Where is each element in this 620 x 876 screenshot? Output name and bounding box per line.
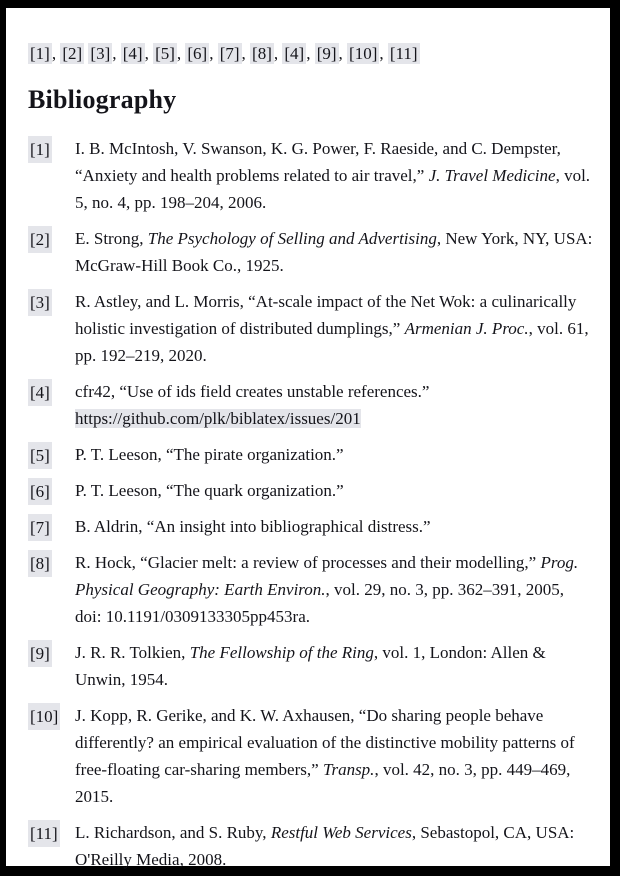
reference-label-7[interactable]: [7] <box>28 514 52 541</box>
reference-item-7 <box>28 513 594 540</box>
reference-label-10[interactable]: [10] <box>28 703 60 730</box>
reference-text-segment: cfr42, “Use of ids field creates unstable references.” <box>75 382 430 401</box>
reference-item-1 <box>28 135 594 216</box>
citation-link-4b[interactable]: [4] <box>284 44 305 63</box>
reference-text-4 <box>75 382 429 428</box>
document-page <box>6 8 610 869</box>
reference-item-11 <box>28 819 594 873</box>
italic-text: Restful Web Services <box>270 823 412 842</box>
citation-link-9[interactable]: [9] <box>316 44 337 63</box>
citation-separator: , <box>209 44 218 63</box>
reference-item-6 <box>28 477 594 504</box>
reference-text-segment: R. Astley, and L. Morris, “At-scale impact of the Net Wok: a culinarically holistic investigation of distributed dumplings,” <box>75 292 577 338</box>
reference-text-segment: R. Hock, “Glacier melt: a review of processes and their modelling,” <box>75 553 541 572</box>
reference-text-segment: B. Aldrin, “An insight into bibliographical distress.” <box>75 517 431 536</box>
reference-text-5 <box>75 445 344 464</box>
reference-item-2 <box>28 225 594 279</box>
citation-link-5[interactable]: [5] <box>155 44 175 63</box>
reference-text-segment: , vol. 61, pp. 192–219, 2020. <box>75 319 589 365</box>
reference-text-6 <box>75 481 344 500</box>
citation-link-6[interactable]: [6] <box>187 44 208 63</box>
citation-link-4[interactable]: [4] <box>122 44 143 63</box>
reference-label-4[interactable]: [4] <box>28 379 52 406</box>
citation-separator: , <box>112 44 121 63</box>
citation-link-8[interactable]: [8] <box>252 44 272 63</box>
reference-text-segment: , vol. 5, no. 4, pp. 198–204, 2006. <box>75 166 591 212</box>
reference-item-8 <box>28 549 594 630</box>
reference-text-11 <box>75 823 574 869</box>
reference-label-6[interactable]: [6] <box>28 478 52 505</box>
reference-item-9 <box>28 639 594 693</box>
citation-link-10[interactable]: [10] <box>349 44 378 63</box>
italic-text: Transp. <box>322 760 375 779</box>
citation-link-11[interactable]: [11] <box>389 44 418 63</box>
reference-label-9[interactable]: [9] <box>28 640 52 667</box>
reference-item-3 <box>28 288 594 369</box>
reference-text-segment: P. T. Leeson, “The quark organization.” <box>75 481 344 500</box>
reference-text-segment: J. Kopp, R. Gerike, and K. W. Axhausen, “Do sharing people behave differently? an empirical evaluation of the distinctive mobility patterns of free-floating car-sharing members,” <box>75 706 575 779</box>
citation-line <box>28 42 594 66</box>
reference-text-segment: L. Richardson, and S. Ruby, <box>75 823 271 842</box>
reference-label-8[interactable]: [8] <box>28 550 52 577</box>
citation-link-3[interactable]: [3] <box>90 44 111 63</box>
reference-text-segment: , vol. 1, London: Allen & Unwin, 1954. <box>75 643 546 689</box>
url-link[interactable]: https://github.com/plk/biblatex/issues/201 <box>75 409 361 428</box>
italic-text: J. Travel Medicine <box>428 166 556 185</box>
reference-label-2[interactable]: [2] <box>28 226 52 253</box>
reference-text-3 <box>75 292 589 365</box>
italic-text: The Fellowship of the Ring <box>189 643 374 662</box>
citation-separator: , <box>273 44 283 63</box>
reference-text-segment: , vol. 42, no. 3, pp. 449–469, 2015. <box>75 760 571 806</box>
reference-text-2 <box>75 229 592 275</box>
reference-text-7 <box>75 517 431 536</box>
reference-item-4 <box>28 378 594 432</box>
citation-separator: , <box>51 44 61 63</box>
reference-text-8 <box>75 553 578 626</box>
italic-text: The Psychology of Selling and Advertising <box>147 229 437 248</box>
reference-text-segment: I. B. McIntosh, V. Swanson, K. G. Power, F. Raeside, and C. Dempster, “Anxiety and health problems related to air travel,” <box>75 139 561 185</box>
reference-text-10 <box>75 706 575 806</box>
citation-separator: , <box>144 44 154 63</box>
citation-separator: , <box>176 44 186 63</box>
reference-text-segment: , Sebastopol, CA, USA: O'Reilly Media, 2008. <box>75 823 575 869</box>
reference-label-1[interactable]: [1] <box>28 136 52 163</box>
italic-text: Armenian J. Proc. <box>404 319 529 338</box>
reference-text-segment: J. R. R. Tolkien, <box>75 643 190 662</box>
citation-separator: , <box>306 44 315 63</box>
reference-label-3[interactable]: [3] <box>28 289 52 316</box>
citation-separator: , <box>241 44 251 63</box>
reference-text-segment: , vol. 29, no. 3, pp. 362–391, 2005, doi: 10.1191/0309133305pp453ra. <box>75 580 565 626</box>
reference-text-segment: E. Strong, <box>75 229 148 248</box>
reference-text-segment: , New York, NY, USA: McGraw-Hill Book Co., 1925. <box>75 229 593 275</box>
reference-label-11[interactable]: [11] <box>28 820 60 847</box>
reference-text-1 <box>75 139 590 212</box>
bibliography-heading: Bibliography <box>28 85 177 114</box>
citation-separator: , <box>338 44 348 63</box>
reference-item-10 <box>28 702 594 810</box>
citation-link-2[interactable]: [2] <box>62 44 83 63</box>
reference-label-5[interactable]: [5] <box>28 442 52 469</box>
reference-item-5 <box>28 441 594 468</box>
reference-text-9 <box>75 643 546 689</box>
reference-text-segment: P. T. Leeson, “The pirate organization.” <box>75 445 344 464</box>
citation-link-7[interactable]: [7] <box>219 44 240 63</box>
italic-text: Prog. Physical Geography: Earth Environ. <box>75 553 579 599</box>
citation-separator: , <box>379 44 388 63</box>
citation-link-1[interactable]: [1] <box>30 44 50 63</box>
reference-list <box>28 135 594 873</box>
